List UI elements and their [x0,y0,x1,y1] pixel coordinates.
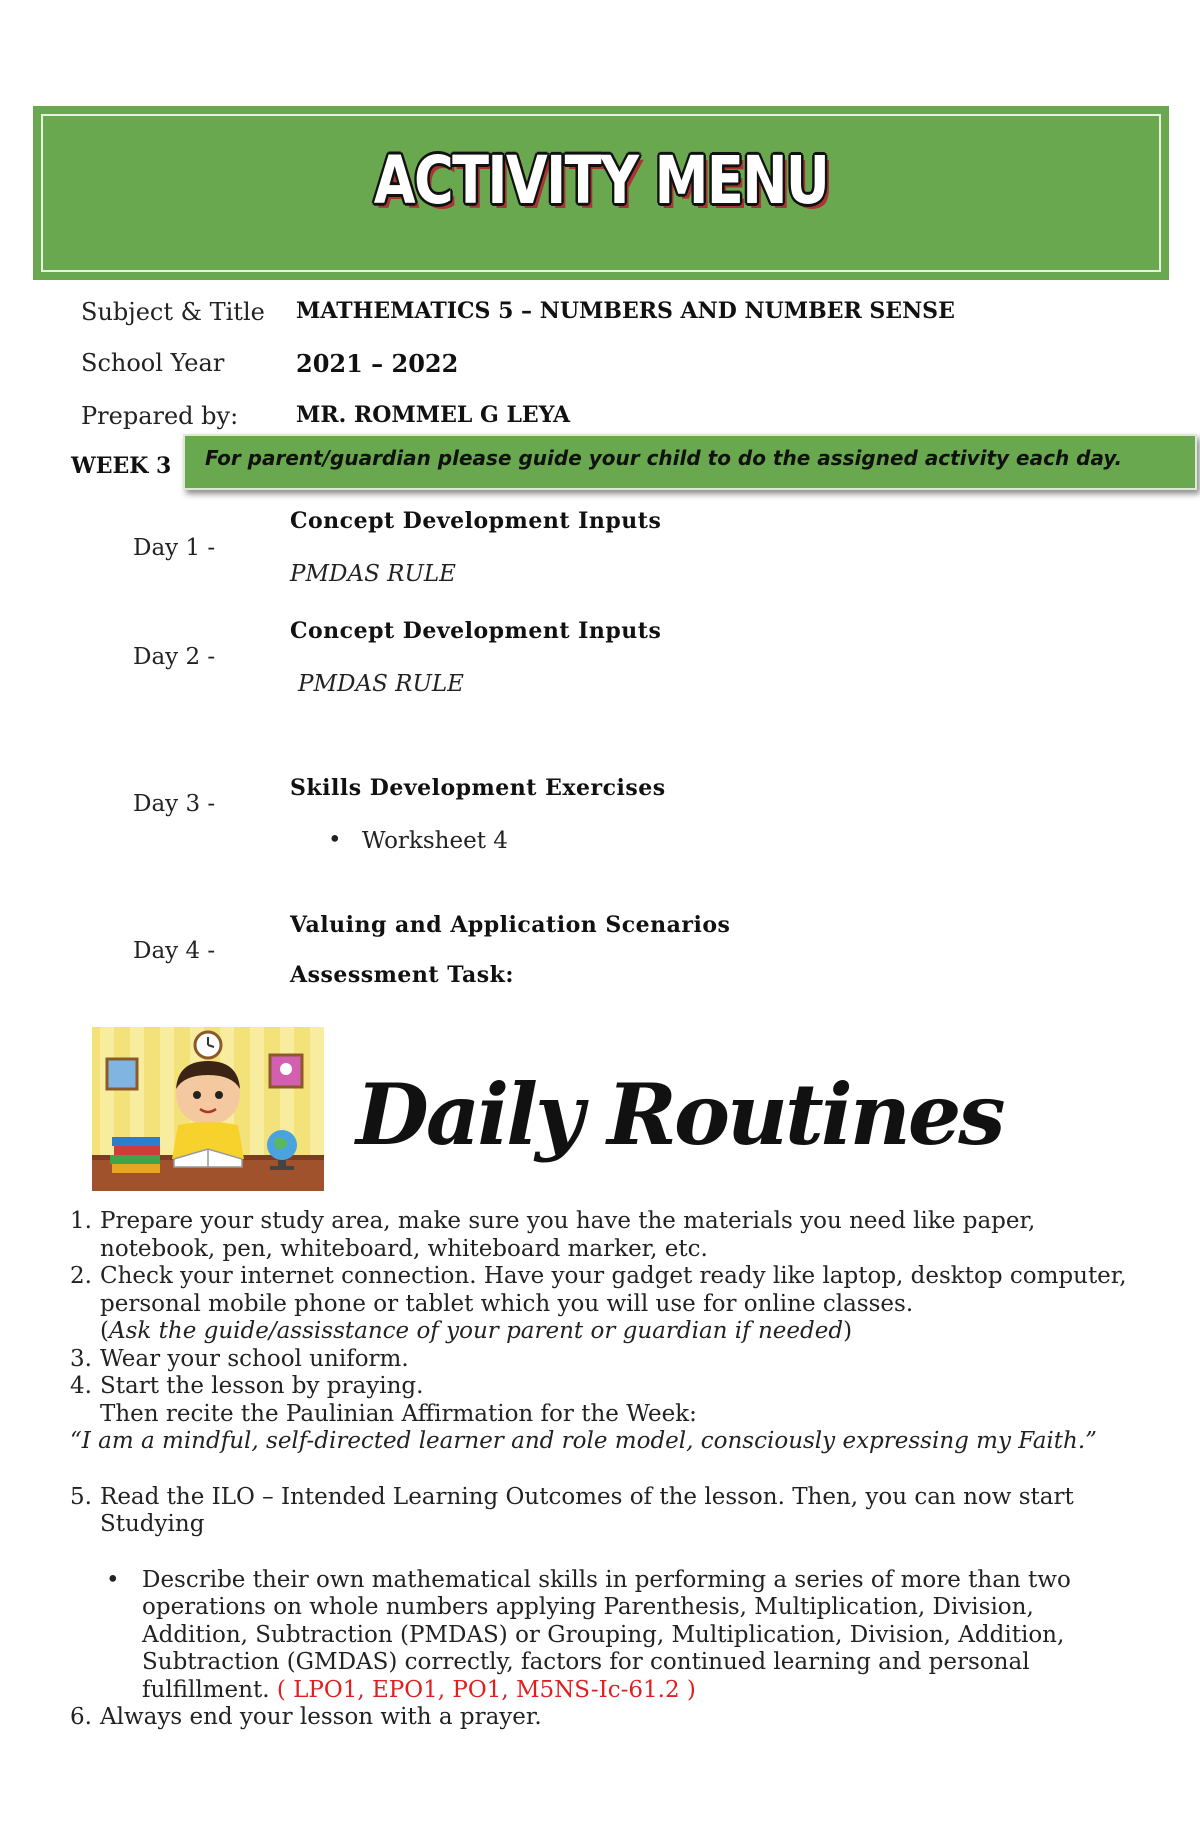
list-item-text: personal mobile phone or tablet which you will use for online classes. [100,1290,914,1317]
list-number: 3. [70,1345,92,1372]
list-item-text: notebook, pen, whiteboard, whiteboard marker, etc. [100,1235,708,1262]
day-2-label: Day 2 - [133,644,216,670]
ilo-text: Subtraction (GMDAS) correctly, factors for continued learning and personal [142,1649,1030,1675]
routine-list [70,1208,1170,1732]
list-item-text: Prepare your study area, make sure you have the materials you need like paper, [100,1208,1036,1234]
list-number: 2. [70,1263,92,1289]
ilo-text: operations on whole numbers applying Parenthesis, Multiplication, Division, [142,1594,1034,1620]
list-number: 5. [70,1483,92,1510]
ilo-text: Describe their own mathematical skills in performing a series of more than two [142,1566,1071,1593]
ilo-text: fulfillment. [142,1676,270,1703]
day-2-topic: PMDAS RULE [298,671,464,697]
title-banner [33,106,1169,280]
list-number: 4. [70,1373,92,1399]
prepared-by-label: Prepared by: [81,402,239,430]
day-3-label: Day 3 - [133,791,216,817]
paren-close: ) [843,1318,853,1344]
list-item [70,1484,1170,1539]
school-year-label: School Year [81,349,225,377]
day-3-heading: Skills Development Exercises [290,775,666,801]
list-item [70,1346,1170,1374]
banner-title: ACTIVITY MENU [373,142,829,219]
subject-value: MATHEMATICS 5 – NUMBERS AND NUMBER SENSE [296,298,955,324]
list-item-text: Wear your school uniform. [100,1345,409,1372]
day-2-heading: Concept Development Inputs [290,618,662,644]
ilo-codes: ( LPO1, EPO1, PO1, M5NS-Ic-61.2 ) [276,1676,696,1703]
parent-note-text: For parent/guardian please guide your child to do the assigned activity each day. [205,446,1123,470]
list-number: 6. [70,1704,92,1730]
ilo-bullet [70,1567,1170,1705]
day-1-topic: PMDAS RULE [290,561,456,587]
list-item-text: Check your internet connection. Have your gadget ready like laptop, desktop computer, [100,1263,1127,1289]
week-label: WEEK 3 [71,453,172,479]
parent-note-box [183,434,1197,490]
list-item [70,1208,1170,1263]
ilo-text: Addition, Subtraction (PMDAS) or Grouping, Multiplication, Division, Addition, [142,1621,1065,1648]
day-4-label: Day 4 - [133,938,216,964]
list-item-text: Always end your lesson with a prayer. [100,1704,542,1730]
list-item-text: Then recite the Paulinian Affirmation for the Week: [100,1400,697,1427]
paren-open: ( [100,1318,109,1344]
bullet-icon: • [328,827,342,853]
list-item [70,1704,1170,1732]
student-studying-illustration [92,1027,324,1191]
bullet-icon: • [106,1566,120,1593]
subject-label: Subject & Title [81,298,265,326]
day-3-item: Worksheet 4 [362,828,508,854]
list-item [70,1373,1170,1428]
list-item-text: Start the lesson by praying. [100,1373,424,1399]
list-item-text: Read the ILO – Intended Learning Outcomes of the lesson. Then, you can now start [100,1483,1074,1510]
day-1-label: Day 1 - [133,535,216,561]
daily-routines-title: Daily Routines [356,1065,1003,1164]
list-item-note [100,1318,1170,1346]
guide-note: Ask the guide/assisstance of your parent or guardian if needed [108,1318,844,1344]
school-year-value: 2021 – 2022 [296,349,459,378]
list-item [70,1263,1170,1346]
prepared-by-value: MR. ROMMEL G LEYA [296,402,571,428]
ilo-last-line [142,1677,1170,1705]
list-item-text: Studying [100,1511,205,1537]
affirmation-quote: “I am a mindful, self-directed learner and role model, consciously expressing my Faith.” [70,1428,1097,1454]
day-4-heading: Valuing and Application Scenarios [290,912,731,938]
list-number: 1. [70,1208,92,1234]
day-1-heading: Concept Development Inputs [290,508,662,534]
day-4-subheading: Assessment Task: [290,962,514,988]
